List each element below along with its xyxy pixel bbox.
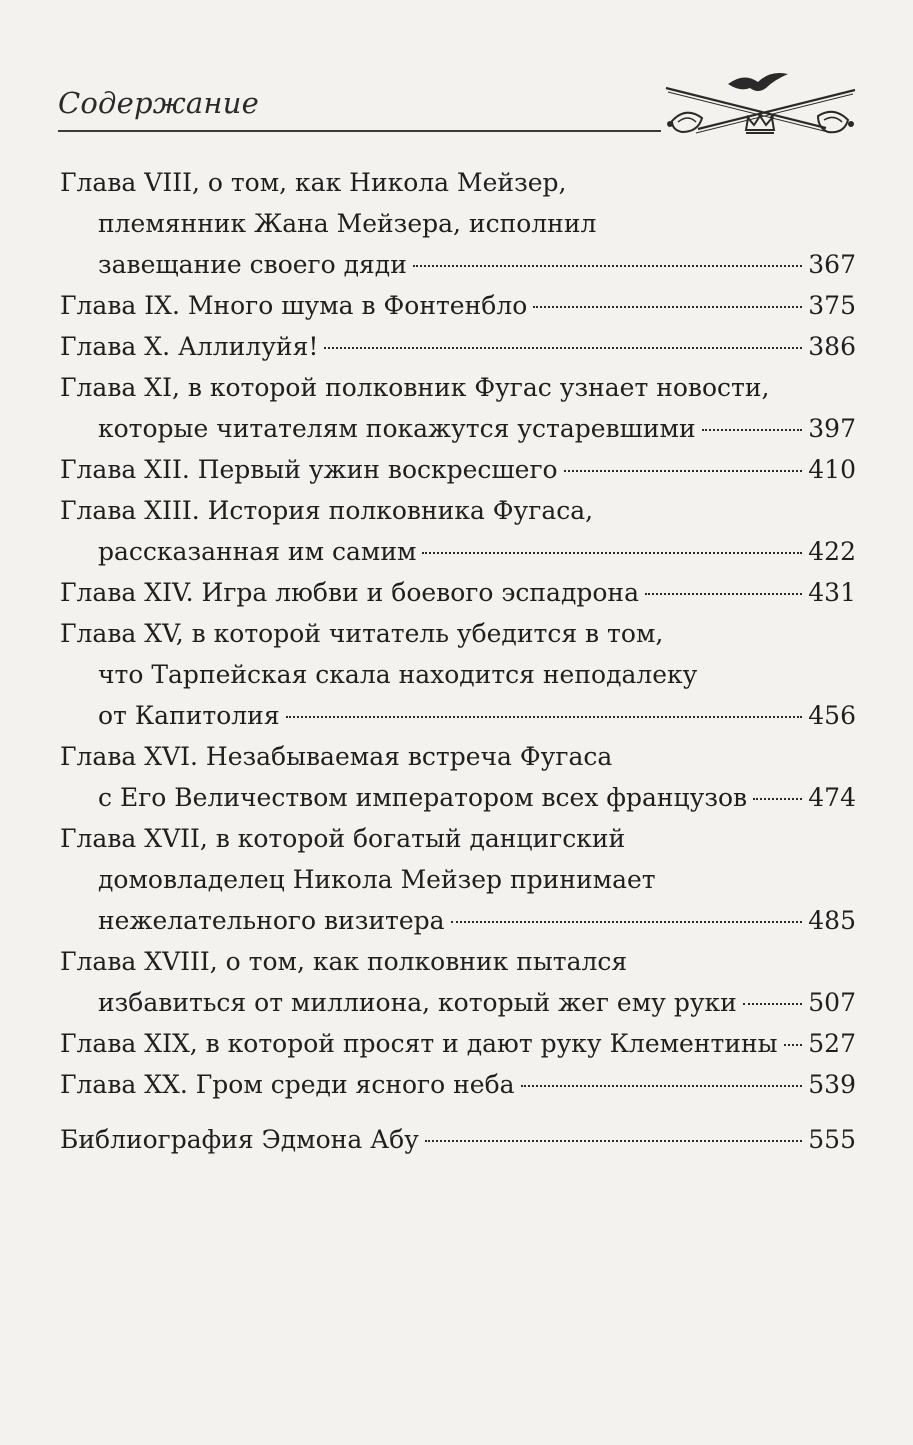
toc-entry-line — [60, 613, 856, 654]
toc-entry — [60, 1023, 856, 1064]
toc-entry-line — [60, 941, 856, 982]
toc-entry — [60, 449, 856, 490]
toc-entry-line — [60, 162, 856, 203]
dot-leader — [753, 798, 802, 800]
toc-entry-text: Глава XIV. Игра любви и боевого эспадрона — [60, 578, 639, 607]
toc-entry-line — [60, 449, 856, 490]
dot-leader — [564, 470, 803, 472]
toc-entry — [60, 285, 856, 326]
toc-entry-line — [60, 367, 856, 408]
toc-entry-text: Глава XIII. История полковника Фугаса, — [60, 496, 594, 525]
toc-page-number: 485 — [808, 906, 856, 935]
dot-leader — [743, 1003, 802, 1005]
dot-leader — [286, 716, 803, 718]
toc-entry-text: Глава XII. Первый ужин воскресшего — [60, 455, 558, 484]
toc-entry-text: с Его Величеством императором всех французов — [98, 783, 748, 812]
toc-entry-line — [60, 531, 856, 572]
toc-page-number: 507 — [808, 988, 856, 1017]
toc-page-number: 375 — [808, 291, 856, 320]
toc-entry-line — [60, 654, 856, 695]
toc-page-number: 539 — [808, 1070, 856, 1099]
toc-entry — [60, 326, 856, 367]
toc-entry — [60, 490, 856, 572]
toc-entry-text: рассказанная им самим — [98, 537, 417, 566]
toc-entry — [60, 941, 856, 1023]
toc-entry — [60, 736, 856, 818]
toc-entry-text: Глава XVII, в которой богатый данцигский — [60, 824, 626, 853]
page-header — [58, 78, 858, 140]
dot-leader — [784, 1044, 803, 1046]
toc-page-number: 456 — [808, 701, 856, 730]
toc-entry — [60, 613, 856, 736]
toc-entry-text: Глава XVIII, о том, как полковник пытался — [60, 947, 628, 976]
toc-entry — [60, 1119, 856, 1160]
toc-entry-text: нежелательного визитера — [98, 906, 445, 935]
toc-entry-line — [60, 244, 856, 285]
toc-entry-text: избавиться от миллиона, который жег ему руки — [98, 988, 737, 1017]
toc-entry-text: завещание своего дяди — [98, 250, 407, 279]
toc-entry — [60, 572, 856, 613]
toc-entry-text: от Капитолия — [98, 701, 280, 730]
toc-page-number: 555 — [808, 1125, 856, 1154]
toc-entry-line — [60, 1119, 856, 1160]
header-rule — [58, 130, 661, 132]
dot-leader — [451, 921, 803, 923]
toc-page-number: 397 — [808, 414, 856, 443]
toc-page-number: 474 — [808, 783, 856, 812]
toc-entry — [60, 1064, 856, 1105]
toc-entry-line — [60, 408, 856, 449]
dot-leader — [645, 593, 802, 595]
dot-leader — [425, 1140, 802, 1142]
toc-entry — [60, 818, 856, 941]
toc-page-number: 431 — [808, 578, 856, 607]
toc-entry-line — [60, 490, 856, 531]
toc-entry-line — [60, 859, 856, 900]
toc-entry-text: Глава XVI. Незабываемая встреча Фугаса — [60, 742, 613, 771]
toc-entry-text: что Тарпейская скала находится неподалеку — [98, 660, 698, 689]
toc-entry-text: Глава XV, в которой читатель убедится в том, — [60, 619, 664, 648]
toc-entry-text: Глава XX. Гром среди ясного неба — [60, 1070, 515, 1099]
toc-entry-line — [60, 203, 856, 244]
toc-spacer — [60, 1105, 856, 1119]
crossed-swords-emblem-icon — [658, 66, 863, 146]
toc-entry-line — [60, 695, 856, 736]
toc-entry-line — [60, 900, 856, 941]
dot-leader — [422, 552, 802, 554]
toc-entry-line — [60, 818, 856, 859]
toc-entry-line — [60, 285, 856, 326]
toc-entry-text: племянник Жана Мейзера, исполнил — [98, 209, 597, 238]
toc-entry-text: домовладелец Никола Мейзер принимает — [98, 865, 656, 894]
toc-entry-text: которые читателям покажутся устаревшими — [98, 414, 696, 443]
toc-entry-text: Библиография Эдмона Абу — [60, 1125, 419, 1154]
toc-entry-text: Глава IX. Много шума в Фонтенбло — [60, 291, 528, 320]
toc-entry — [60, 162, 856, 285]
toc-entry-line — [60, 777, 856, 818]
dot-leader — [702, 429, 803, 431]
dot-leader — [413, 265, 802, 267]
toc-entry-line — [60, 572, 856, 613]
table-of-contents — [60, 162, 856, 1160]
dot-leader — [324, 347, 802, 349]
toc-page-number: 527 — [808, 1029, 856, 1058]
toc-page-number: 386 — [808, 332, 856, 361]
section-title: Содержание — [58, 86, 259, 120]
toc-entry-line — [60, 326, 856, 367]
toc-page-number: 410 — [808, 455, 856, 484]
toc-entry-line — [60, 982, 856, 1023]
toc-page-number: 422 — [808, 537, 856, 566]
toc-entry-line — [60, 736, 856, 777]
toc-entry-text: Глава XI, в которой полковник Фугас узнает новости, — [60, 373, 770, 402]
dot-leader — [533, 306, 802, 308]
toc-entry-line — [60, 1023, 856, 1064]
toc-entry — [60, 367, 856, 449]
toc-entry-line — [60, 1064, 856, 1105]
toc-entry-text: Глава XIX, в которой просят и дают руку Клементины — [60, 1029, 778, 1058]
toc-entry-text: Глава VIII, о том, как Никола Мейзер, — [60, 168, 567, 197]
toc-page-number: 367 — [808, 250, 856, 279]
dot-leader — [521, 1085, 803, 1087]
toc-entry-text: Глава X. Аллилуйя! — [60, 332, 319, 361]
